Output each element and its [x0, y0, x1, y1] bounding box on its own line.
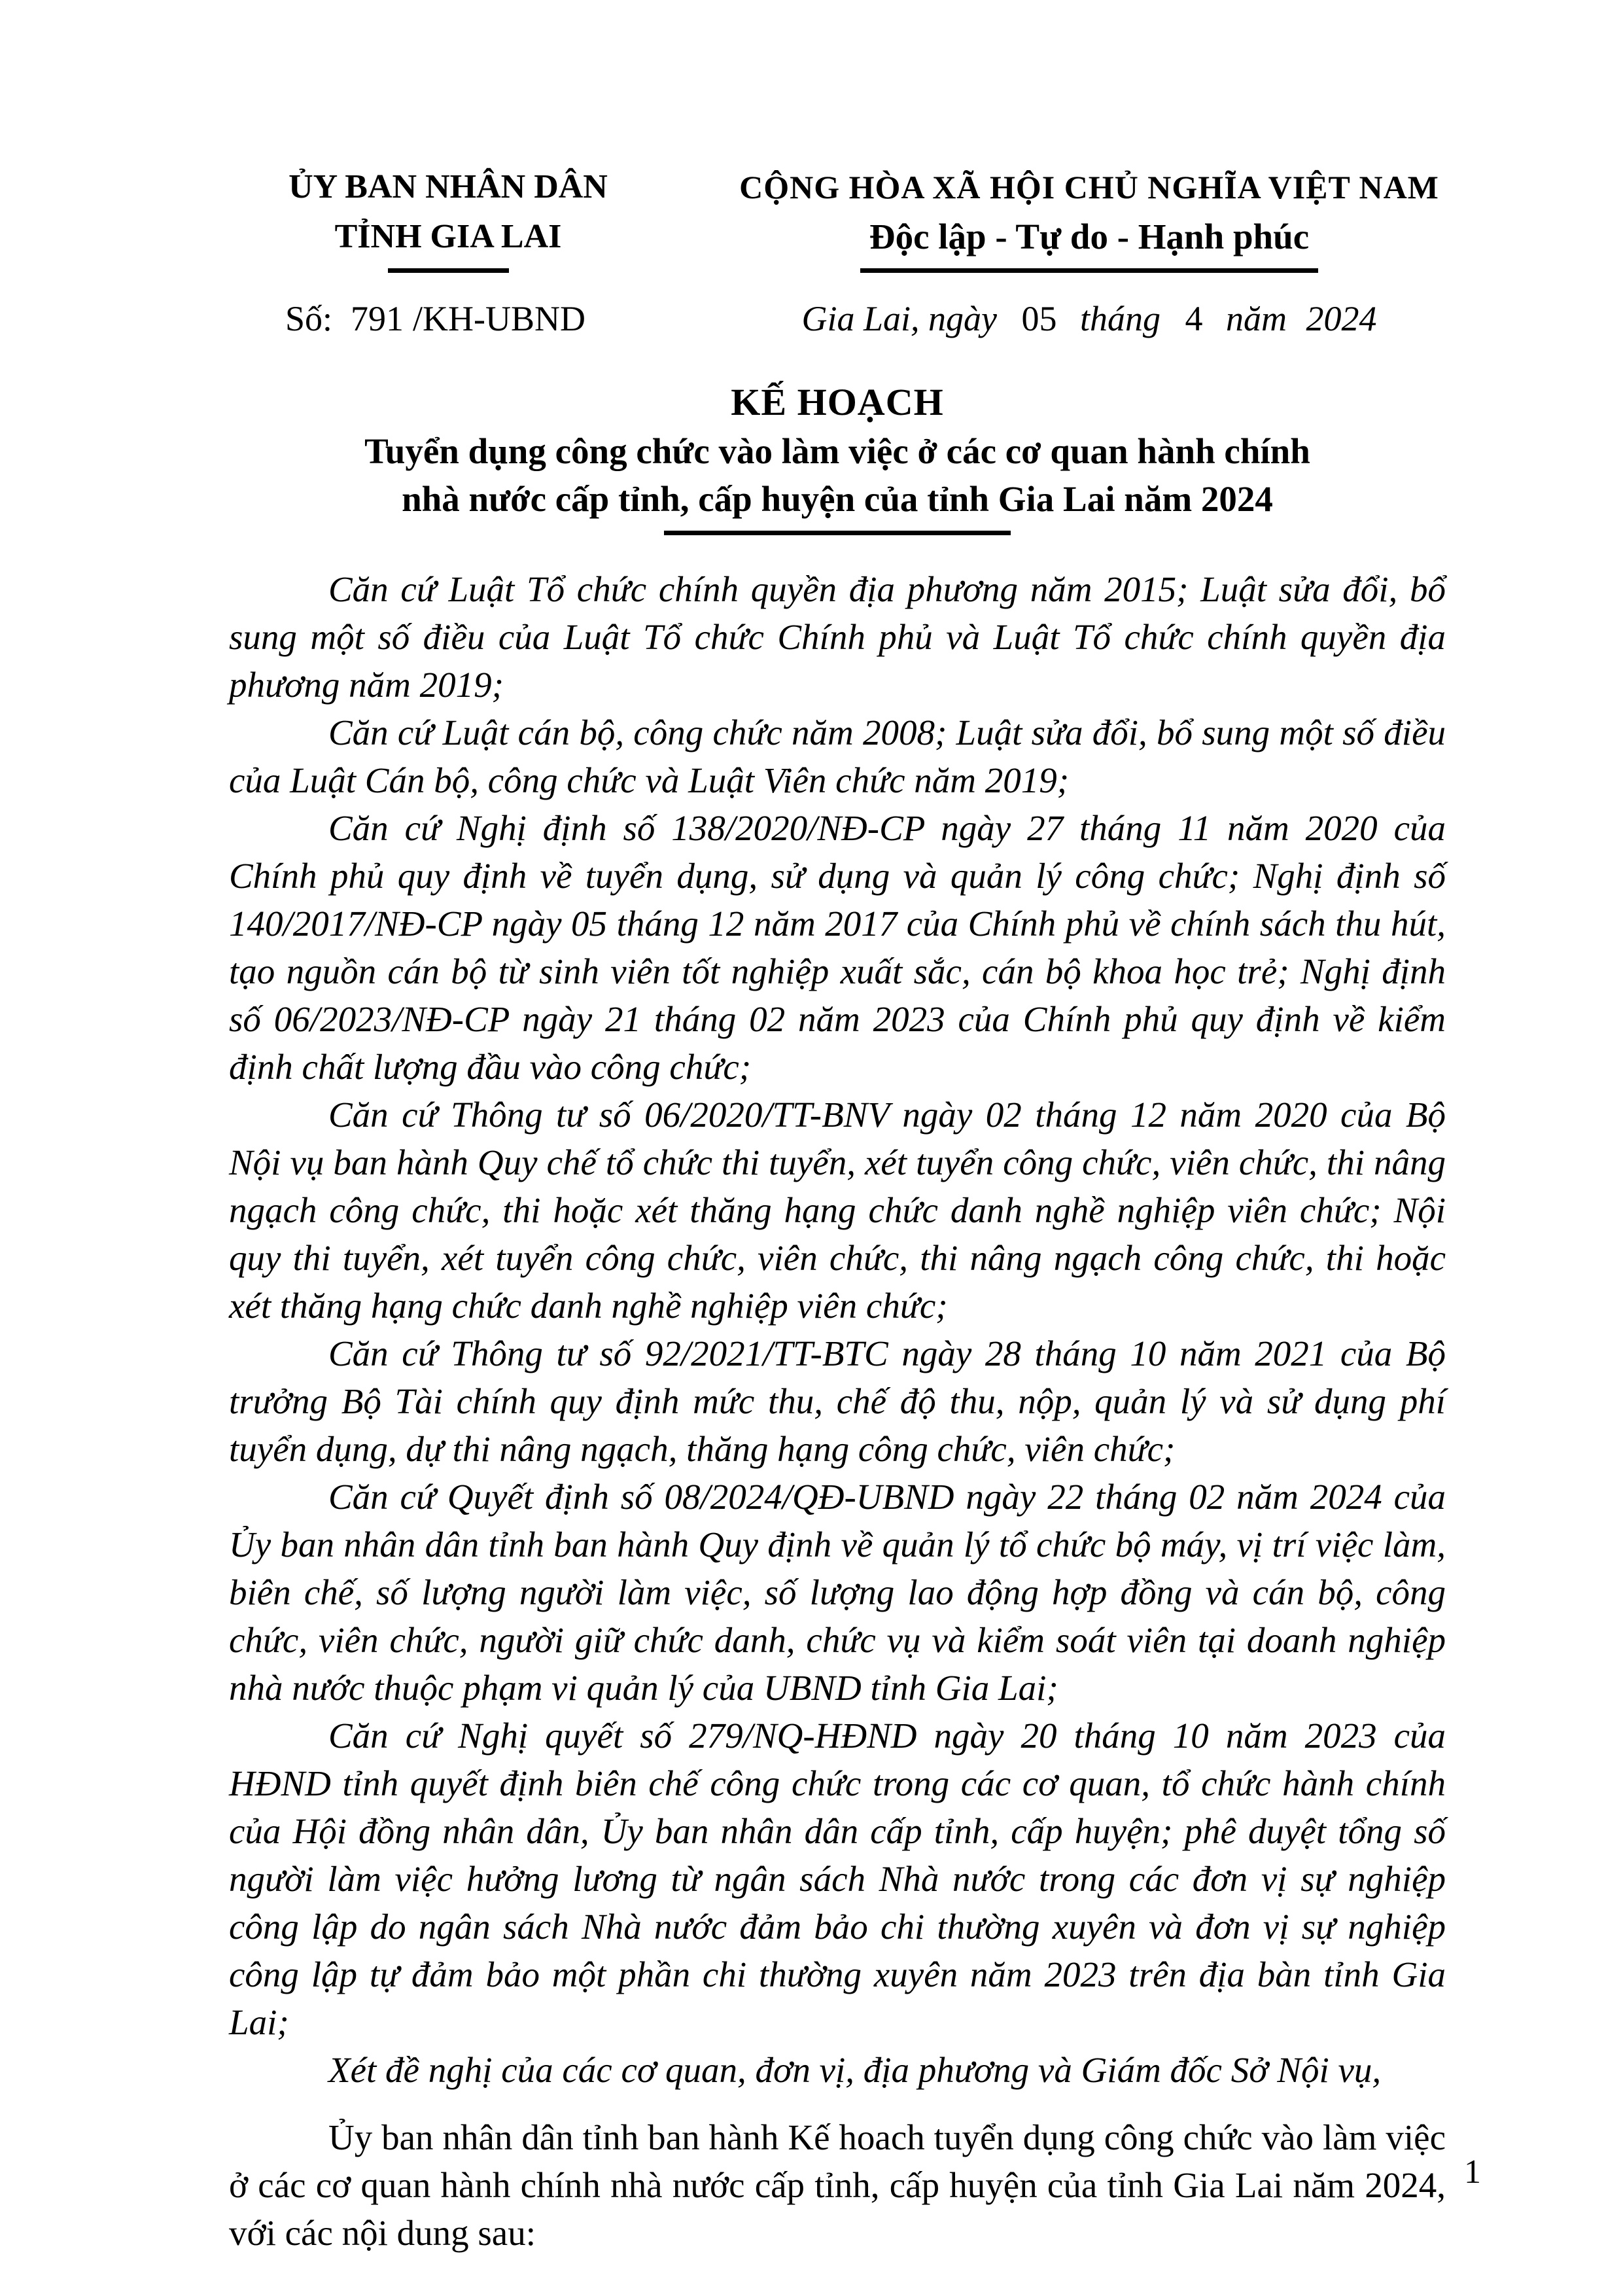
page-number: 1 [1464, 2153, 1481, 2191]
place-date-line [713, 294, 1465, 344]
place-date-prefix: Gia Lai, ngày [801, 299, 997, 338]
national-heading-block [713, 162, 1465, 273]
document-content [229, 162, 1446, 2257]
document-header [229, 162, 1446, 273]
document-title-heading: KẾ HOẠCH [731, 381, 944, 423]
document-number-value: 791 [351, 299, 404, 338]
date-day: 05 [1021, 299, 1057, 338]
legal-basis-paragraph: Căn cứ Quyết định số 08/2024/QĐ-UBND ngày 22 tháng 02 năm 2024 của Ủy ban nhân dân tỉnh ban hành Quy định về quản lý tổ chức bộ máy, vị trí việc làm, biên chế, số lượng người làm việc, số lượng lao động hợp đồng và cán bộ, công chức, viên chức, người giữ chức danh, chức vụ và kiểm soát viên tại doanh nghiệp nhà nước thuộc phạm vi quản lý của UBND tỉnh Gia Lai; [229, 1477, 1446, 1708]
date-month: 4 [1185, 299, 1203, 338]
issuing-org-rule [388, 268, 509, 273]
issuing-org-line2: TỈNH GIA LAI [334, 218, 562, 255]
legal-basis-paragraph: Căn cứ Thông tư số 92/2021/TT-BTC ngày 28 tháng 10 năm 2021 của Bộ trưởng Bộ Tài chính quy định mức thu, chế độ thu, nộp, quản lý và sử dụng phí tuyển dụng, dự thi nâng ngạch, thăng hạng công chức, viên chức; [229, 1333, 1446, 1469]
national-motto-line: Độc lập - Tự do - Hạnh phúc [869, 217, 1310, 256]
date-month-label: tháng [1080, 299, 1161, 338]
legal-basis-paragraph: Căn cứ Thông tư số 06/2020/TT-BNV ngày 02 tháng 12 năm 2020 của Bộ Nội vụ ban hành Quy chế tổ chức thi tuyển, xét tuyển công chức, viên chức, thi nâng ngạch công chức, thi hoặc xét thăng hạng chức danh nghề nghiệp viên chức; Nội quy thi tuyển, xét tuyển công chức, viên chức, thi nâng ngạch công chức, thi hoặc xét thăng hạng chức danh nghề nghiệp viên chức; [229, 1095, 1446, 1326]
legal-basis-paragraph: Căn cứ Luật Tổ chức chính quyền địa phương năm 2015; Luật sửa đổi, bổ sung một số điều của Luật Tổ chức Chính phủ và Luật Tổ chức chính quyền địa phương năm 2019; [229, 569, 1446, 705]
document-number [229, 294, 667, 344]
issuing-org-line1: ỦY BAN NHÂN DÂN [288, 168, 608, 205]
legal-basis-paragraph: Căn cứ Nghị quyết số 279/NQ-HĐND ngày 20 tháng 10 năm 2023 của HĐND tỉnh quyết định biên chế công chức trong các cơ quan, tổ chức hành chính của Hội đồng nhân dân, Ủy ban nhân dân cấp tỉnh, cấp huyện; phê duyệt tổng số người làm việc hưởng lương từ ngân sách Nhà nước trong các đơn vị sự nghiệp công lập do ngân sách Nhà nước đảm bảo chi thường xuyên và đơn vị sự nghiệp công lập tự đảm bảo một phần chi thường xuyên năm 2023 trên địa bàn tỉnh Gia Lai; [229, 1716, 1446, 2042]
date-year-label: năm [1226, 299, 1287, 338]
resolution-paragraph: Ủy ban nhân dân tỉnh ban hành Kế hoach tuyển dụng công chức vào làm việc ở các cơ quan hành chính nhà nước cấp tỉnh, cấp huyện của tỉnh Gia Lai năm 2024, với các nội dung sau: [229, 2117, 1446, 2253]
legal-basis-paragraph: Căn cứ Luật cán bộ, công chức năm 2008; Luật sửa đổi, bổ sung một số điều của Luật Cán bộ, công chức và Luật Viên chức năm 2019; [229, 713, 1446, 800]
document-number-suffix: /KH-UBND [413, 299, 586, 338]
date-year: 2024 [1306, 299, 1377, 338]
issuing-org-block [229, 162, 667, 273]
document-title-rule [664, 531, 1011, 535]
document-title-line1: Tuyển dụng công chức vào làm việc ở các cơ quan hành chính [364, 431, 1310, 471]
document-title-line2: nhà nước cấp tỉnh, cấp huyện của tỉnh Gia Lai năm 2024 [402, 479, 1273, 519]
document-title-block [229, 378, 1446, 535]
legal-basis-paragraph: Căn cứ Nghị định số 138/2020/NĐ-CP ngày 27 tháng 11 năm 2020 của Chính phủ quy định về tuyển dụng, sử dụng và quản lý công chức; Nghị định số 140/2017/NĐ-CP ngày 05 tháng 12 năm 2017 của Chính phủ về chính sách thu hút, tạo nguồn cán bộ từ sinh viên tốt nghiệp xuất sắc, cán bộ khoa học trẻ; Nghị định số 06/2023/NĐ-CP ngày 21 tháng 02 năm 2023 của Chính phủ quy định về kiểm định chất lượng đầu vào công chức; [229, 808, 1446, 1087]
proposal-paragraph: Xét đề nghị của các cơ quan, đơn vị, địa phương và Giám đốc Sở Nội vụ, [328, 2050, 1382, 2090]
document-meta-row [229, 294, 1446, 344]
document-number-label: Số: [285, 299, 333, 338]
document-body [229, 565, 1446, 2257]
national-motto-rule [860, 268, 1318, 273]
national-heading-line: CỘNG HÒA XÃ HỘI CHỦ NGHĨA VIỆT NAM [739, 169, 1439, 205]
